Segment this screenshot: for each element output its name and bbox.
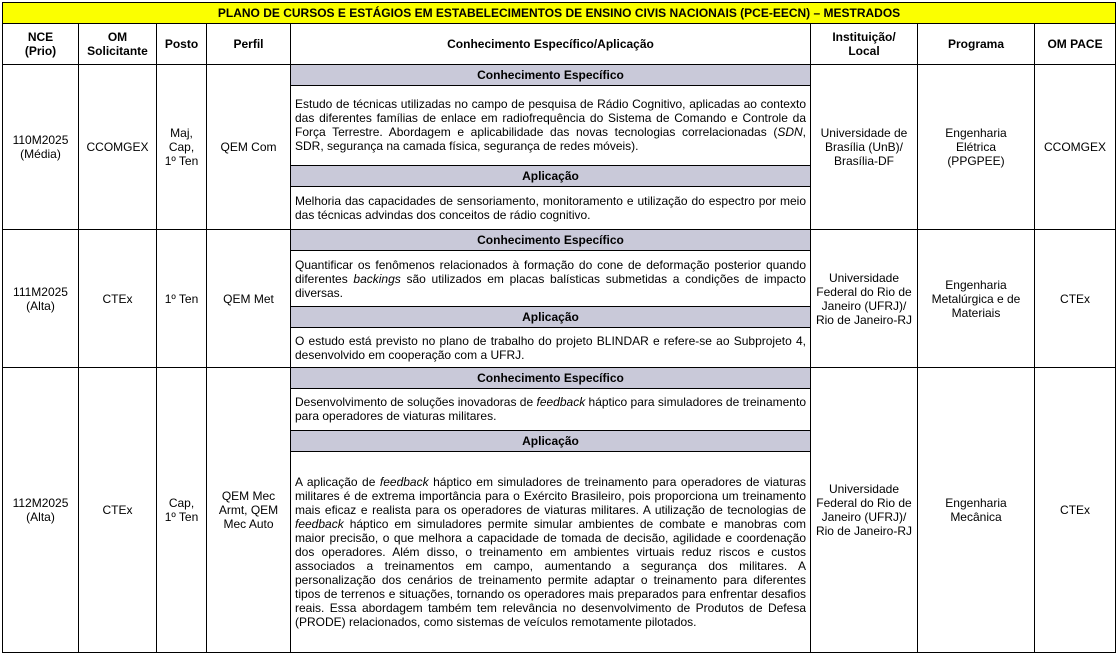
posto-line: Maj, bbox=[170, 126, 193, 140]
aplicacao-header: Aplicação bbox=[291, 307, 810, 328]
posto-line: 1º Ten bbox=[164, 291, 199, 306]
programa-cell bbox=[918, 65, 1035, 230]
perfil-line: Armt, QEM bbox=[218, 503, 279, 517]
header-perfil: Perfil bbox=[207, 24, 291, 65]
programa-line: Mecânica bbox=[950, 510, 1002, 524]
header-om-pace: OM PACE bbox=[1035, 24, 1116, 65]
instituicao-cell bbox=[811, 230, 918, 368]
programa-line: Metalúrgica e de bbox=[931, 291, 1021, 306]
aplicacao-text bbox=[291, 328, 810, 367]
nce-code: 112M2025 bbox=[12, 496, 69, 510]
instituicao-line: Universidade de bbox=[820, 126, 908, 140]
om-pace-cell: CTEx bbox=[1035, 230, 1116, 368]
sub-row bbox=[291, 368, 810, 389]
programa-cell bbox=[918, 368, 1035, 653]
header-instituicao: Instituição/ Local bbox=[811, 24, 918, 65]
programa-line: Engenharia bbox=[945, 277, 1007, 292]
conhecimento-text bbox=[291, 86, 810, 166]
instituicao-line: Rio de Janeiro-RJ bbox=[815, 312, 913, 327]
conhecimento-subtable bbox=[291, 65, 810, 229]
perfil-cell bbox=[207, 65, 291, 230]
italic-term: SDN bbox=[777, 125, 803, 140]
sub-row bbox=[291, 86, 810, 166]
conhecimento-text bbox=[291, 389, 810, 431]
posto-line: 1º Ten bbox=[164, 510, 199, 524]
posto-line: Cap, bbox=[168, 140, 195, 154]
posto-cell bbox=[157, 230, 207, 368]
sub-row bbox=[291, 307, 810, 328]
instituicao-line: Universidade bbox=[828, 482, 900, 496]
nce-cell bbox=[3, 368, 79, 653]
table-row bbox=[3, 368, 1116, 653]
aplicacao-header: Aplicação bbox=[291, 430, 810, 451]
header-row bbox=[3, 24, 1116, 65]
conhecimento-cell bbox=[291, 230, 811, 368]
sub-row bbox=[291, 165, 810, 186]
om-pace-cell: CCOMGEX bbox=[1035, 65, 1116, 230]
om-solicitante-cell: CTEx bbox=[79, 230, 157, 368]
conhecimento-cell bbox=[291, 368, 811, 653]
sub-row bbox=[291, 389, 810, 431]
text-segment: , SDR, segurança na camada física, segurança de redes móveis). bbox=[295, 125, 806, 154]
instituicao-line: Universidade bbox=[828, 270, 900, 285]
aplicacao-text bbox=[291, 186, 810, 229]
instituicao-line: Brasília (UnB)/ bbox=[824, 140, 904, 154]
instituicao-line: Janeiro (UFRJ)/ bbox=[821, 298, 907, 313]
programa-line: Materiais bbox=[951, 305, 1001, 320]
table-row bbox=[3, 230, 1116, 368]
programa-line: Engenharia bbox=[945, 496, 1007, 510]
text-segment: Melhoria das capacidades de sensoriamento, monitoramento e utilização do espectro por meio das técnicas advindas dos conceitos de rádio cognitivo. bbox=[295, 193, 806, 222]
header-om-solicitante: OM Solicitante bbox=[79, 24, 157, 65]
nce-priority: (Alta) bbox=[26, 298, 55, 313]
text-segment: Quantificar os fenômenos relacionados à formação do cone de deformação posterior quando diferentes bbox=[295, 257, 806, 286]
programa-line: (PPGPEE) bbox=[947, 154, 1005, 168]
perfil-cell bbox=[207, 230, 291, 368]
instituicao-cell bbox=[811, 65, 918, 230]
text-segment: A aplicação de bbox=[295, 474, 380, 489]
italic-term: backings bbox=[353, 271, 401, 286]
instituicao-line: Brasília-DF bbox=[833, 154, 894, 168]
instituicao-cell bbox=[811, 368, 918, 653]
header-nce: NCE (Prio) bbox=[3, 24, 79, 65]
perfil-line: QEM Met bbox=[223, 291, 274, 306]
programa-line: Elétrica bbox=[955, 140, 996, 154]
nce-priority: (Média) bbox=[20, 147, 61, 161]
header-posto: Posto bbox=[157, 24, 207, 65]
instituicao-line: Rio de Janeiro-RJ bbox=[815, 524, 913, 538]
aplicacao-header: Aplicação bbox=[291, 165, 810, 186]
sub-row bbox=[291, 451, 810, 652]
posto-cell bbox=[157, 368, 207, 653]
sub-row bbox=[291, 251, 810, 307]
perfil-line: QEM Com bbox=[220, 140, 277, 154]
instituicao-line: Federal do Rio de bbox=[816, 284, 912, 299]
programa-line: Engenharia bbox=[945, 126, 1007, 140]
sub-row bbox=[291, 65, 810, 86]
sub-row bbox=[291, 430, 810, 451]
italic-term: feedback bbox=[295, 516, 344, 531]
perfil-line: Mec Auto bbox=[223, 517, 274, 531]
conhecimento-especifico-header: Conhecimento Específico bbox=[291, 65, 810, 86]
table-title: PLANO DE CURSOS E ESTÁGIOS EM ESTABELECIMENTOS DE ENSINO CIVIS NACIONAIS (PCE-EECN) – MESTRADOS bbox=[3, 3, 1116, 24]
text-segment: háptico para simuladores de treinamento para operadores de viaturas militares. bbox=[295, 395, 806, 424]
courses-table bbox=[2, 2, 1116, 653]
nce-cell bbox=[3, 65, 79, 230]
italic-term: feedback bbox=[379, 474, 429, 489]
text-segment: háptico em simuladores de treinamento para operadores de viaturas militares é de extrema importância para o Exército Brasileiro, pois proporciona um treinamento mais eficaz e realista para os operadores de viaturas militares. A utilização de tecnologias de bbox=[295, 474, 806, 517]
conhecimento-especifico-header: Conhecimento Específico bbox=[291, 230, 810, 251]
om-solicitante-cell: CTEx bbox=[79, 368, 157, 653]
instituicao-line: Federal do Rio de bbox=[816, 496, 912, 510]
conhecimento-text bbox=[291, 251, 810, 307]
posto-cell bbox=[157, 65, 207, 230]
conhecimento-cell bbox=[291, 65, 811, 230]
italic-term: feedback bbox=[536, 395, 586, 410]
conhecimento-subtable bbox=[291, 230, 810, 367]
text-segment: Estudo de técnicas utilizadas no campo de pesquisa de Rádio Cognitivo, aplicadas ao contexto das diferentes famílias de enlace em radiofrequência do Sistema de Comando e Controle da Força Terrestre. Abordagem e aplicabilidade das novas tecnologias correlacionadas ( bbox=[295, 97, 806, 140]
aplicacao-text bbox=[291, 451, 810, 652]
perfil-cell bbox=[207, 368, 291, 653]
om-pace-cell: CTEx bbox=[1035, 368, 1116, 653]
nce-code: 110M2025 bbox=[12, 133, 69, 147]
posto-line: Cap, bbox=[168, 496, 195, 510]
posto-line: 1º Ten bbox=[164, 154, 199, 168]
nce-cell bbox=[3, 230, 79, 368]
text-segment: são utilizados em placas balísticas submetidas a condições de impacto diversas. bbox=[295, 271, 806, 300]
table-body bbox=[3, 65, 1116, 653]
table-row bbox=[3, 65, 1116, 230]
sub-row bbox=[291, 328, 810, 367]
sub-row bbox=[291, 186, 810, 229]
om-solicitante-cell: CCOMGEX bbox=[79, 65, 157, 230]
instituicao-line: Janeiro (UFRJ)/ bbox=[821, 510, 907, 524]
header-programa: Programa bbox=[918, 24, 1035, 65]
nce-code: 111M2025 bbox=[13, 284, 68, 299]
sub-row bbox=[291, 230, 810, 251]
programa-cell bbox=[918, 230, 1035, 368]
nce-priority: (Alta) bbox=[26, 510, 55, 524]
text-segment: Desenvolvimento de soluções inovadoras de bbox=[295, 395, 537, 410]
text-segment: háptico em simuladores permite simular ambientes de combate e manobras com maior precisão, o que melhora a capacidade de tomada de decisão, agilidade e coordenação dos operadores. Além disso, o treinamento em ambientes virtuais reduz riscos e custos associados a treinamentos em campo, aumentando a segurança dos militares. A personalização dos cenários de treinamento permite adaptar o treinamento para diferentes tipos de terrenos e situações, tornando os operadores mais preparados para enfrentar desafios reais. Essa abordagem também tem relevância no desenvolvimento de Produtos de Defesa (PRODE) relacionados, como sistemas de veículos remotamente pilotados. bbox=[295, 516, 806, 629]
text-segment: O estudo está previsto no plano de trabalho do projeto BLINDAR e refere-se ao Subprojeto 4, desenvolvido em cooperação com a UFRJ. bbox=[295, 333, 806, 362]
perfil-line: QEM Mec bbox=[221, 489, 276, 503]
conhecimento-especifico-header: Conhecimento Específico bbox=[291, 368, 810, 389]
header-conhecimento: Conhecimento Específico/Aplicação bbox=[291, 24, 811, 65]
conhecimento-subtable bbox=[291, 368, 810, 652]
